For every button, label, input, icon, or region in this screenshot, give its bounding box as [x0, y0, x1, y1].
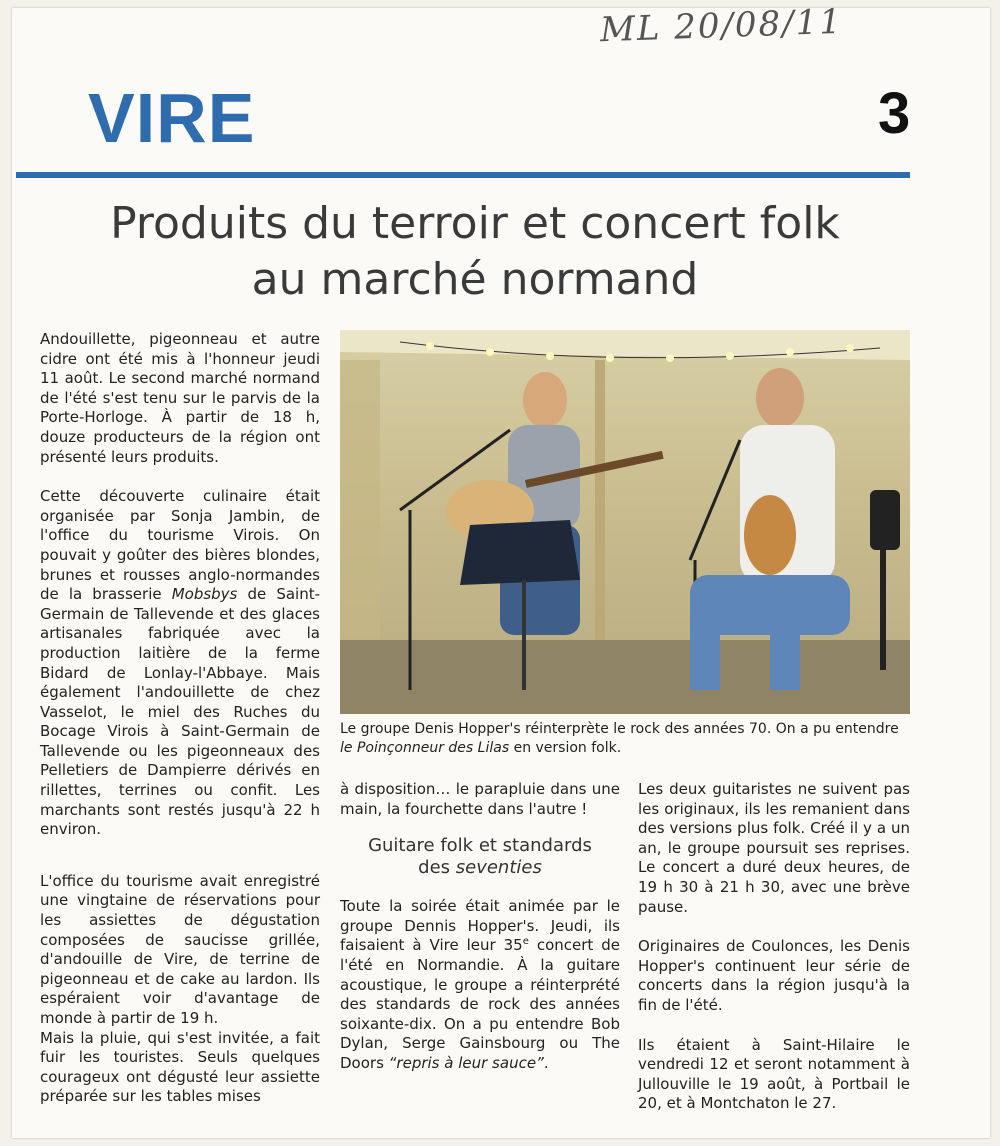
article-column-2: [340, 780, 620, 1074]
photo-caption: Le groupe Denis Hopper's réinterprète le rock des années 70. On a pu entendre le Poinçonneur des Lilas en version folk.: [340, 721, 899, 756]
handwritten-date: ML 20/08/11: [599, 1, 844, 51]
paragraph-8: Originaires de Coulonces, les Denis Hopper's continuent leur série de concerts dans la région jusqu'à la fin de l'été.: [638, 937, 910, 1014]
headline-line-2: au marché normand: [251, 254, 699, 305]
paragraph-3: L'office du tourisme avait enregistré une vingtaine de réservations pour les assiettes de dégustation composées de saucisse grillée, d'andouille de Vire, de terrine de pigeonneau et de cake au lardon. Ils espéraient voir d'avantage de monde à partir de 19 h.: [40, 871, 320, 1027]
headline-line-1: Produits du terroir et concert folk: [110, 198, 840, 249]
brewery-name: Mobsbys: [171, 585, 238, 604]
paragraph-9: Ils étaient à Saint-Hilaire le vendredi 12 et seront notamment à Jullouville le 19 août, à Portbail le 20, et à Montchaton le 27.: [638, 1035, 910, 1113]
subheading: Guitare folk et standards des seventies: [368, 835, 592, 879]
page-number: 3: [878, 81, 911, 146]
paragraph-6: Toute la soirée était animée par le groupe Dennis Hopper's. Jeudi, ils faisaient à Vire leur 35e concert de l'été en Normandie. À la guitare acoustique, le groupe a réinterprété des standards de rock des années soixante-dix. On a pu entendre Bob Dylan, Serge Gainsbourg ou The Doors “repris à leur sauce”.: [340, 897, 620, 1072]
paragraph-2: Cette découverte culinaire était organisée par Sonja Jambin, de l'office du tourisme Virois. On pouvait y goûter des bières blondes, brunes et rousses anglo-normandes de la brasserie Mobsbys de Saint-Germain de Tallevende et des glaces artisanales fabriquée avec la production laitière de la ferme Bidard de Lonlay-l'Abbaye. Mais également l'andouillette de chez Vasselot, le miel des Ruches du Bocage Virois à Saint-Germain de Tallevende ou les pigeonneaux des Pelletiers de Dampierre dérivés en rillettes, terrines ou confit. Les marchants sont restés jusqu'à 22 h environ.: [40, 487, 320, 839]
section-title: VIRE: [88, 79, 256, 157]
song-title: le Poinçonneur des Lilas: [340, 740, 510, 756]
article-headline: [40, 196, 910, 308]
paragraph-1: Andouillette, pigeonneau et autre cidre ont été mis à l'honneur jeudi 11 août. Le second marché normand de l'été s'est tenu sur le parvis de la Porte-Horloge. À partir de 18 h, douze producteurs de la région ont présenté leurs produits.: [40, 330, 320, 466]
header-rule: [16, 172, 910, 178]
concert-photo: [340, 330, 910, 714]
paragraph-5: à disposition… le parapluie dans une main, la fourchette dans l'autre !: [340, 780, 620, 818]
paragraph-4: Mais la pluie, qui s'est invitée, a fait fuir les touristes. Seuls quelques courageux ont dégusté leur assiette préparée sur les tables mises: [40, 1028, 320, 1106]
article-column-3: [638, 780, 910, 1114]
article-column-1: [40, 330, 320, 1107]
paragraph-7: Les deux guitaristes ne suivent pas les originaux, ils les remanient dans des versions plus folk. Créé il y a un an, le groupe poursuit ses reprises. Le concert a duré deux heures, de 19 h 30 à 21 h 30, avec une brève pause.: [638, 780, 910, 916]
concert-photo-illustration: [340, 330, 910, 714]
